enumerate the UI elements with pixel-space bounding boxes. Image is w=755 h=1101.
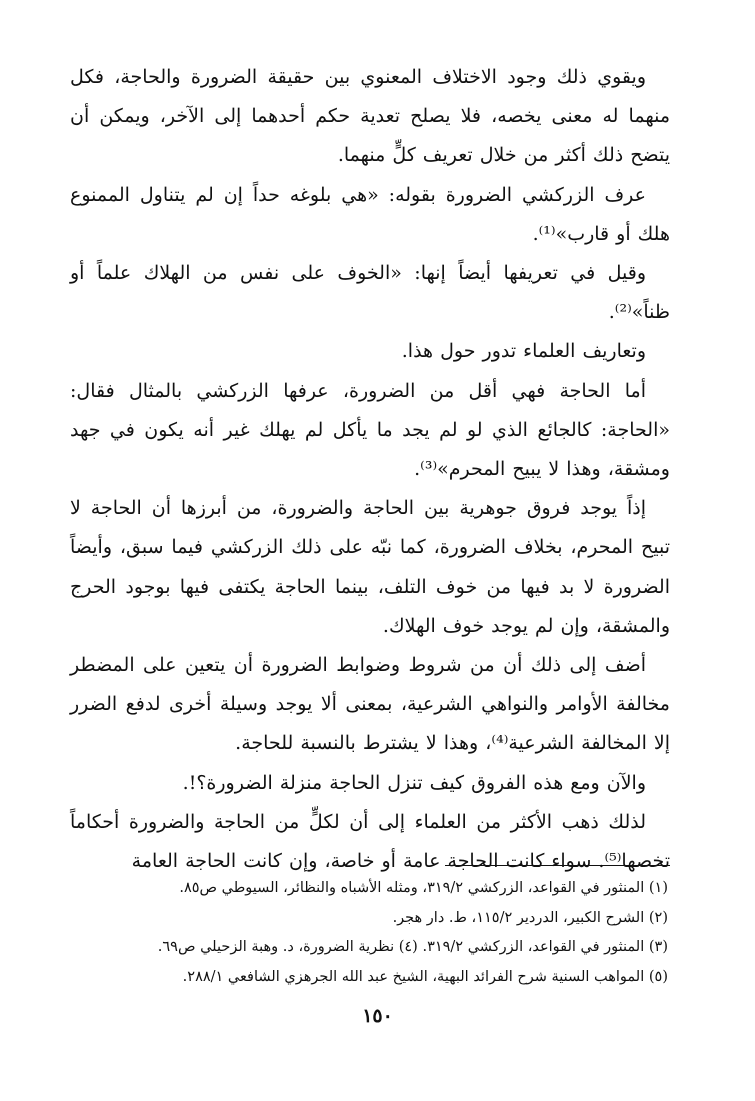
paragraph-1: ويقوي ذلك وجود الاختلاف المعنوي بين حقيقة الضرورة والحاجة، فكل منهما له معنى يخصه، فلا يصلح تعدية حكم أحدهما إلى الآخر، ويمكن أن يتضح ذلك أكثر من خلال تعريف كلٍّ منهما.	[70, 66, 670, 167]
paragraph-2: عرف الزركشي الضرورة بقوله: «هي بلوغه حداً إن لم يتناول الممنوع هلك أو قارب»⁽¹⁾.	[70, 183, 670, 245]
footnote-separator	[445, 865, 670, 866]
footnote-3-4: (٣) المنثور في القواعد، الزركشي ٣١٩/٢. (٤) نظرية الضرورة، د. وهبة الزحيلي ص٦٩.	[157, 939, 668, 955]
paragraph-9: لذلك ذهب الأكثر من العلماء إلى أن لكلٍّ من الحاجة والضرورة أحكاماً تخصها⁽⁵⁾. سواء كانت الحاجة عامة أو خاصة، وإن كانت الحاجة العامة	[70, 810, 670, 873]
paragraph-3: وقيل في تعريفها أيضاً إنها: «الخوف على نفس من الهلاك علماً أو ظناً»⁽²⁾.	[70, 262, 670, 324]
paragraph-6: إذاً يوجد فروق جوهرية بين الحاجة والضرورة، من أبرزها أن الحاجة لا تبيح المحرم، بخلاف الضرورة، كما نبّه على ذلك الزركشي فيما سبق، وأيضاً الضرورة لا بد فيها من خوف التلف، بينما الحاجة يكتفى فيها بوجود الحرج والمشقة، وإن لم يوجد خوف الهلاك.	[70, 497, 670, 637]
paragraph-8: والآن ومع هذه الفروق كيف تنزل الحاجة منزلة الضرورة؟!.	[182, 771, 646, 794]
footnote-5: (٥) المواهب السنية شرح الفرائد البهية، الشيخ عبد الله الجرهزي الشافعي ٢٨٨/١.	[182, 968, 668, 985]
paragraph-4: وتعاريف العلماء تدور حول هذا.	[401, 340, 646, 363]
paragraph-7: أضف إلى ذلك أن من شروط وضوابط الضرورة أن يتعين على المضطر مخالفة الأوامر والنواهي الشرعية، بمعنى ألا يوجد وسيلة أخرى لدفع الضرر إلا المخالفة الشرعية⁽⁴⁾، وهذا لا يشترط بالنسبة للحاجة.	[70, 654, 670, 755]
page-number: ١٥٠	[362, 1005, 393, 1027]
main-text	[70, 58, 670, 881]
paragraph-5: أما الحاجة فهي أقل من الضرورة، عرفها الزركشي بالمثال فقال: «الحاجة: كالجائع الذي لو لم يجد ما يأكل لم يهلك غير أنه يكون في جهد ومشقة، وهذا لا يبيح المحرم»⁽³⁾.	[70, 379, 670, 481]
footnote-2: (٢) الشرح الكبير، الدردير ١١٥/٢، ط. دار هجر.	[392, 909, 668, 926]
footnotes	[68, 874, 668, 992]
footnote-1: (١) المنثور في القواعد، الزركشي ٣١٩/٢، ومثله الأشباه والنظائر، السيوطي ص٨٥.	[179, 880, 668, 896]
